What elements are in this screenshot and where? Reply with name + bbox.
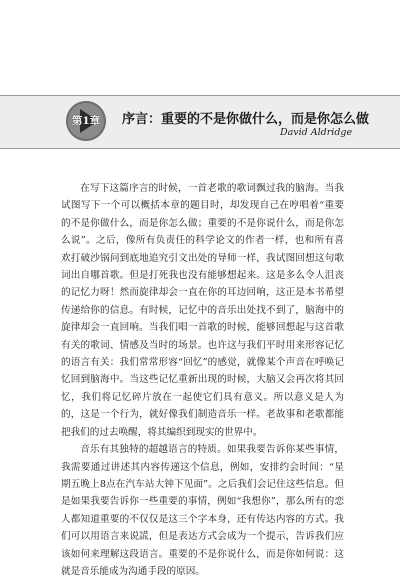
chapter-body [61,180,344,580]
paragraph: 在写下这篇序言的时候，一首老歌的歌词飘过我的脑海。当我试图写下一个可以概括本章的题目时，却发现自己在哼唱着“重要的不是你做什么，而是你怎么做；重要的不是你说什么，而是你怎么说”。之后，像所有负责任的科学论文的作者一样，也和所有喜欢打破沙锅问到底地追究引文出处的导师一样，我试图回想这句歌词出自哪首歌。但是打死我也没有能够想起来。这是多么令人沮丧的记忆力呀！然而旋律却会一直在你的耳边回响，这正是本书希望传递给你的信息。有时候，记忆中的音乐出处找不到了，脑海中的旋律却会一直回响。当我们唱一首歌的时候，能够回想起与这首歌有关的歌词、情感及当时的场景。也许这与我们平时用来形容记忆的语言有关：我们常常形容“回忆”的感觉，就像某个声音在呼唤记忆回到脑海中。当这些记忆重新出现的时候，大脑又会再次将其回忆，我们将记忆碎片放在一起使它们具有意义。所以意义是人为的，这是一个行为，就好像我们制造音乐一样。老故事和老歌都能把我们的过去唤醒，将其编织到现实的世界中。 [61,183,344,438]
chapter-title: 序言：重要的不是你做什么，而是你怎么做 [122,112,370,127]
paragraph: 音乐有其独特的超越语言的特质。如果我要告诉你某些事情，我需要通过讲述其内容传递这个信息，例如，安排约会时间：“星期五晚上8点在汽车站大钟下见面”。之后我们会记住这些信息。但是如果我要告诉你一些重要的事情，例如“我想你”，那么所有的恋人都知道重要的不仅仅是这三个字本身，还有传达内容的方式。我们可以用语言来说謊，但是表达方式会成为一个提示，告诉我们应该如何来理解这段语言。重要的不是你说什么，而是你如何说：这就是音乐能成为沟通手段的原因。 [61,444,344,577]
chapter-badge [66,101,106,141]
chapter-author: David Aldridge [280,127,353,138]
chapter-number: 第1章 [71,115,101,127]
